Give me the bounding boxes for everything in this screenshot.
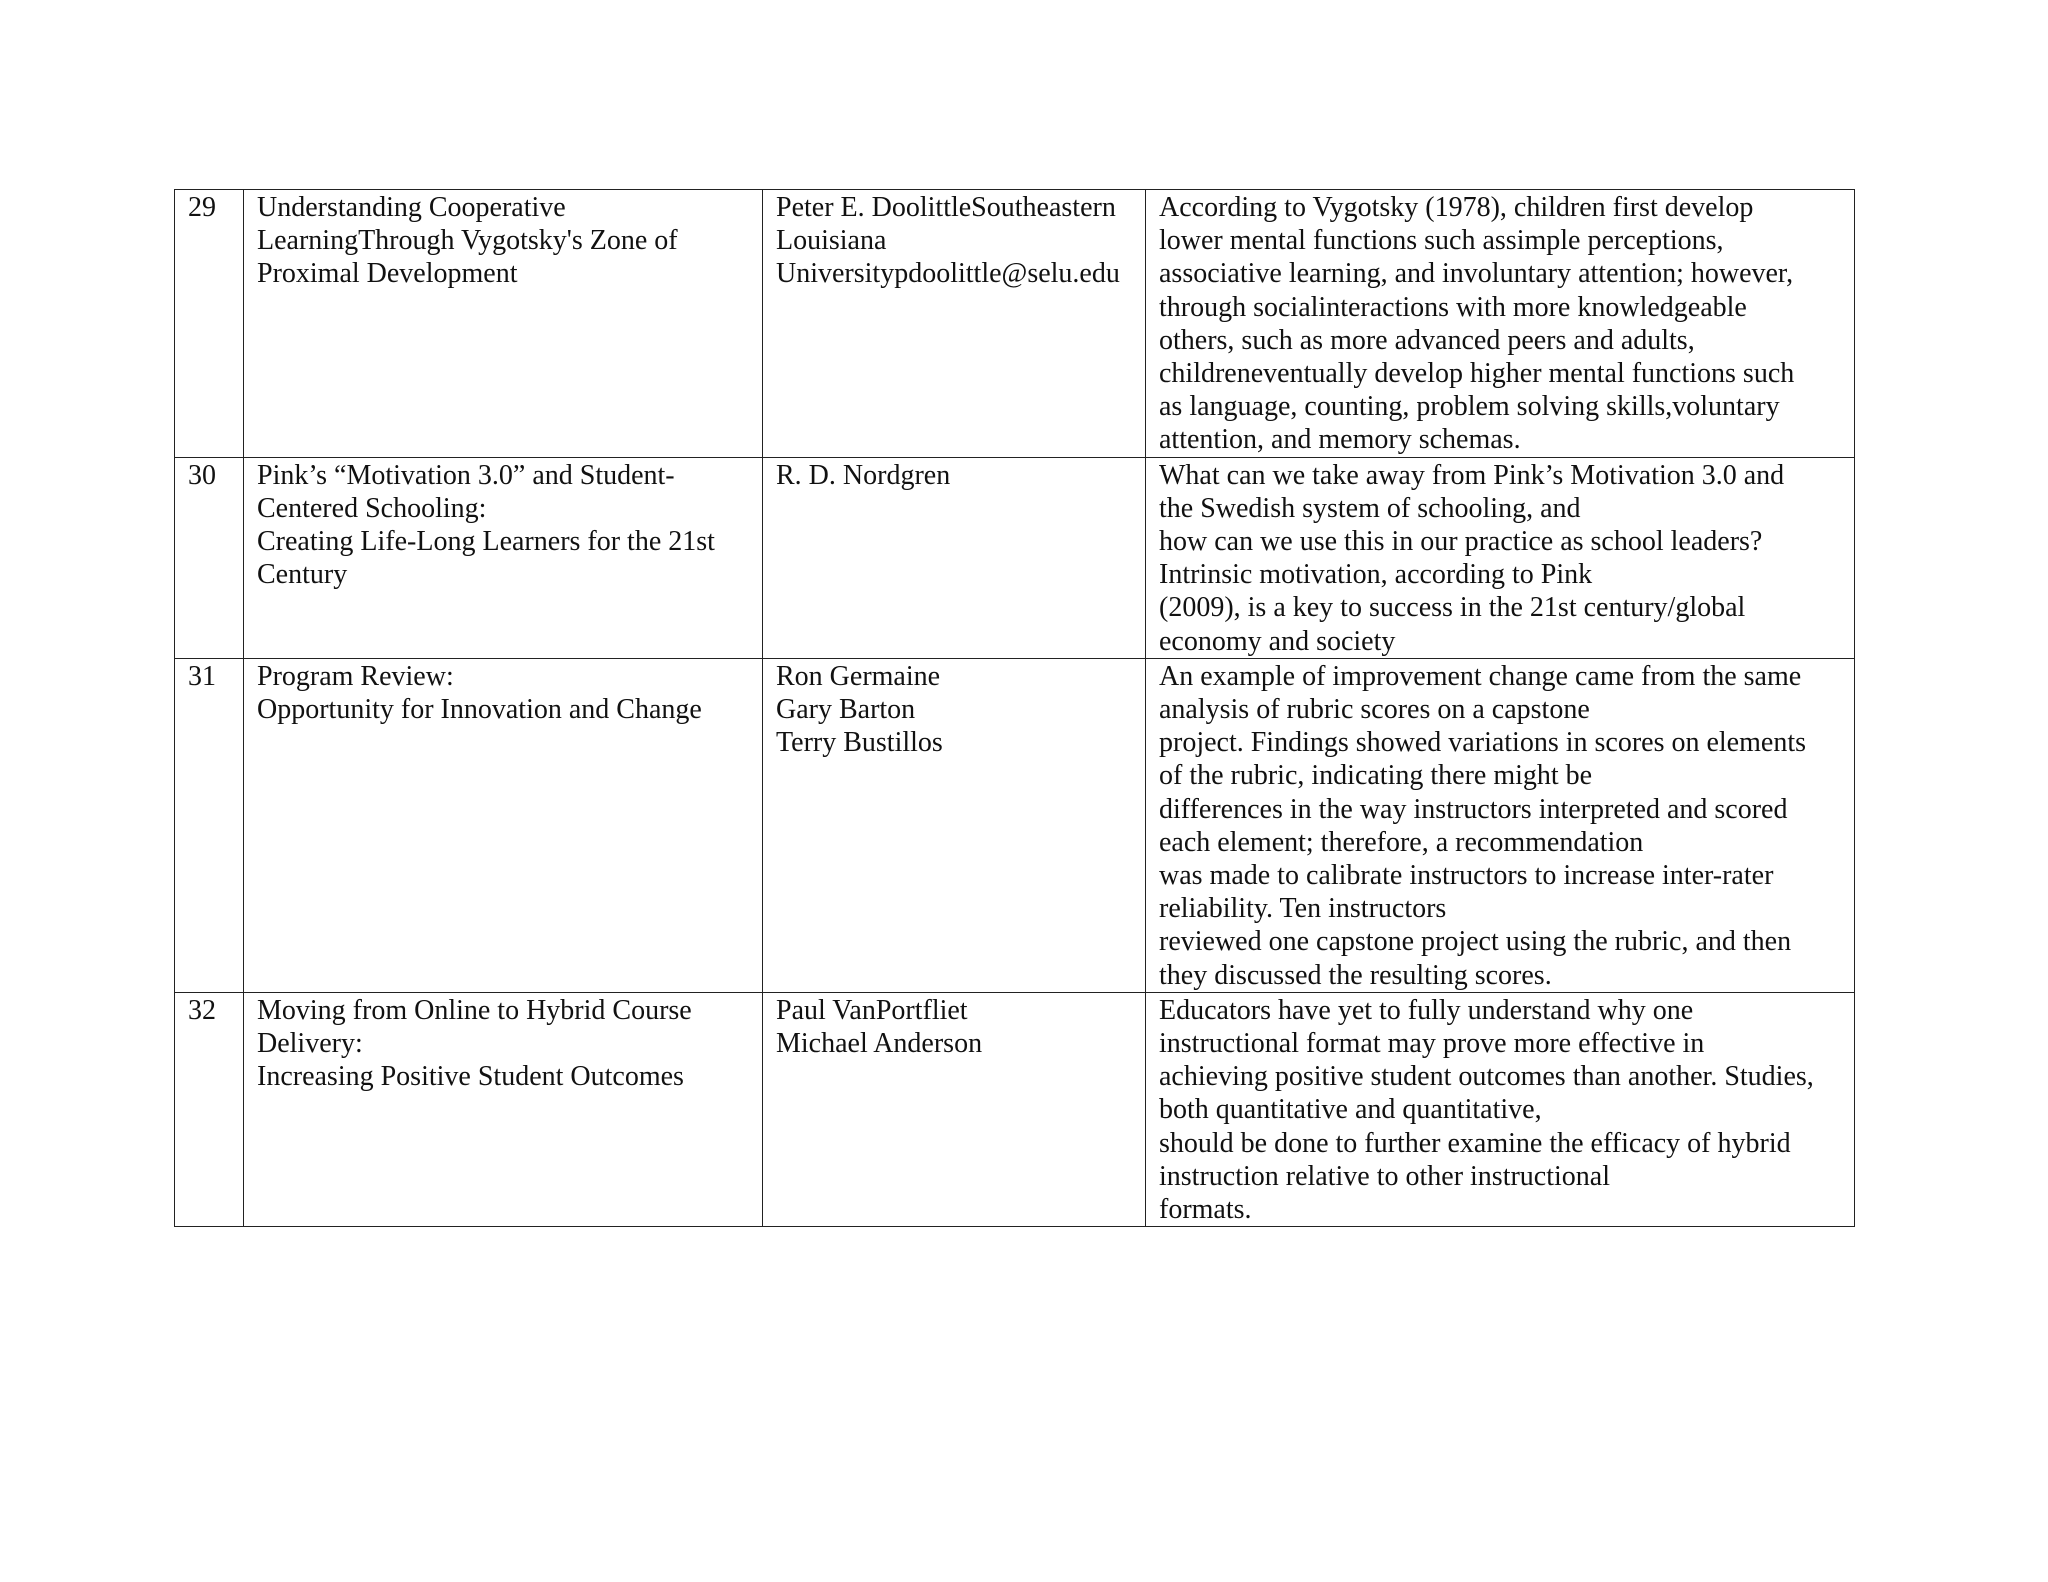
title-line: Increasing Positive Student Outcomes [257, 1061, 684, 1093]
title-line: Delivery: [257, 1028, 363, 1060]
row-number-cell [175, 190, 244, 458]
abstract-line: analysis of rubric scores on a capstone [1159, 694, 1590, 726]
abstract-line: was made to calibrate instructors to increase inter-rater [1159, 860, 1774, 892]
table-row [175, 658, 1855, 992]
abstract-cell [1146, 658, 1855, 992]
title-line: Moving from Online to Hybrid Course [257, 994, 692, 1026]
row-number: 32 [188, 994, 216, 1026]
title-cell [244, 658, 763, 992]
row-number-cell [175, 457, 244, 658]
abstract-line: they discussed the resulting scores. [1159, 959, 1552, 991]
abstract-line: the Swedish system of schooling, and [1159, 492, 1581, 524]
abstract-line: how can we use this in our practice as school leaders? [1159, 526, 1763, 558]
row-number-cell [175, 658, 244, 992]
abstract-line: Educators have yet to fully understand why one [1159, 994, 1694, 1026]
title-line: Century [257, 559, 348, 591]
author-line: Ron Germaine [776, 660, 941, 692]
abstract-line: both quantitative and quantitative, [1159, 1094, 1542, 1126]
authors-cell [763, 190, 1146, 458]
table-row [175, 457, 1855, 658]
table-row [175, 992, 1855, 1226]
abstract-line: associative learning, and involuntary attention; however, [1159, 258, 1794, 290]
abstract-line: instructional format may prove more effective in [1159, 1028, 1705, 1060]
title-cell [244, 992, 763, 1226]
title-line: Program Review: [257, 660, 454, 692]
abstract-line: achieving positive student outcomes than another. Studies, [1159, 1061, 1814, 1093]
abstract-line: What can we take away from Pink’s Motivation 3.0 and [1159, 459, 1785, 491]
abstract-line: differences in the way instructors interpreted and scored [1159, 793, 1788, 825]
abstract-line: An example of improvement change came from the same [1159, 660, 1802, 692]
author-line: Michael Anderson [776, 1028, 983, 1060]
abstract-line: should be done to further examine the efficacy of hybrid [1159, 1127, 1791, 1159]
title-line: Opportunity for Innovation and Change [257, 694, 702, 726]
title-cell [244, 457, 763, 658]
authors-cell [763, 658, 1146, 992]
abstract-line: attention, and memory schemas. [1159, 424, 1521, 456]
authors-cell [763, 992, 1146, 1226]
title-line: LearningThrough Vygotsky's Zone of [257, 225, 678, 257]
abstract-line: of the rubric, indicating there might be [1159, 760, 1593, 792]
author-line: Louisiana [776, 225, 887, 257]
abstract-cell [1146, 457, 1855, 658]
abstract-line: childreneventually develop higher mental functions such [1159, 358, 1795, 390]
abstract-line: reliability. Ten instructors [1159, 893, 1447, 925]
abstract-line: formats. [1159, 1194, 1252, 1226]
author-line: Paul VanPortfliet [776, 994, 968, 1026]
table-row [175, 190, 1855, 458]
abstract-line: Intrinsic motivation, according to Pink [1159, 559, 1593, 591]
author-line: R. D. Nordgren [776, 459, 951, 491]
abstract-line: lower mental functions such assimple perceptions, [1159, 225, 1724, 257]
abstract-line: instruction relative to other instructional [1159, 1160, 1610, 1192]
abstract-line: economy and society [1159, 625, 1396, 657]
title-line: Centered Schooling: [257, 492, 487, 524]
author-line: Terry Bustillos [776, 727, 943, 759]
abstract-line: each element; therefore, a recommendation [1159, 826, 1644, 858]
title-line: Creating Life-Long Learners for the 21st [257, 526, 715, 558]
title-line: Pink’s “Motivation 3.0” and Student- [257, 459, 675, 491]
abstract-line: others, such as more advanced peers and adults, [1159, 324, 1695, 356]
abstract-line: reviewed one capstone project using the rubric, and then [1159, 926, 1792, 958]
abstract-cell [1146, 992, 1855, 1226]
row-number-cell [175, 992, 244, 1226]
row-number: 30 [188, 459, 216, 491]
author-line: Peter E. DoolittleSoutheastern [776, 192, 1116, 223]
title-line: Understanding Cooperative [257, 192, 566, 223]
authors-cell [763, 457, 1146, 658]
abstract-line: through socialinteractions with more knowledgeable [1159, 291, 1747, 323]
abstract-line: as language, counting, problem solving skills,voluntary [1159, 391, 1780, 423]
title-cell [244, 190, 763, 458]
title-line: Proximal Development [257, 258, 518, 290]
abstract-line: (2009), is a key to success in the 21st century/global [1159, 592, 1746, 624]
publications-table [174, 189, 1855, 1227]
author-line: Universitypdoolittle@selu.edu [776, 258, 1120, 290]
row-number: 31 [188, 660, 216, 692]
abstract-cell [1146, 190, 1855, 458]
row-number: 29 [188, 192, 216, 223]
abstract-line: According to Vygotsky (1978), children first develop [1159, 192, 1754, 223]
author-line: Gary Barton [776, 694, 916, 726]
abstract-line: project. Findings showed variations in scores on elements [1159, 727, 1806, 759]
